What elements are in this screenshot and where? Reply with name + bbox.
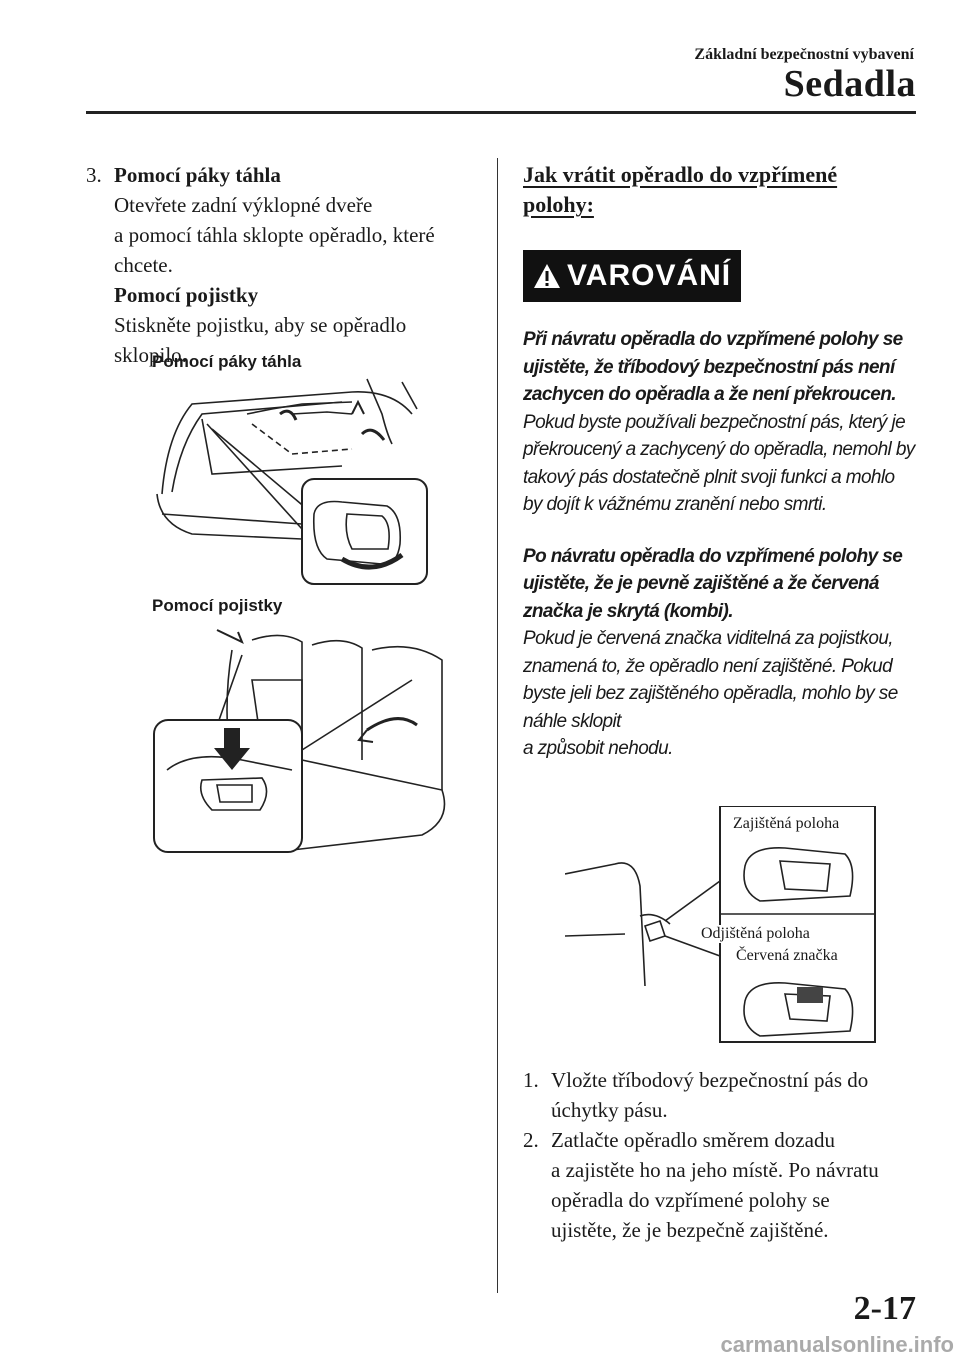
step-text-line: chcete. xyxy=(114,253,173,277)
sub-text-line: Stiskněte pojistku, aby se opěradlo xyxy=(114,313,407,337)
warning-label: VAROVÁNÍ xyxy=(567,259,732,292)
step-title: Pomocí páky táhla xyxy=(114,163,281,187)
warning-badge xyxy=(523,250,741,302)
page-number: 2-17 xyxy=(853,1290,916,1327)
step-line: úchytky pásu. xyxy=(551,1098,668,1122)
footer-watermark: carmanualsonline.info xyxy=(720,1332,954,1357)
step-number: 3. xyxy=(86,163,102,187)
step-line: a zajistěte ho na jeho místě. Po návratu xyxy=(551,1158,879,1182)
step-3 xyxy=(86,160,486,370)
left-column xyxy=(86,160,486,370)
step-line: ujistěte, že je bezpečně zajištěné. xyxy=(551,1218,829,1242)
section-heading-line: Jak vrátit opěradlo do vzpřímené xyxy=(523,162,838,187)
lever-illustration xyxy=(152,374,437,589)
page-title: Sedadla xyxy=(783,63,916,105)
warning-bold-2: Po návratu opěradla do vzpřímené polohy se ujistěte, že je pevně zajištěné a že červená značka je skrytá (kombi). xyxy=(523,545,903,622)
step-number: 2. xyxy=(523,1128,539,1152)
step-line: Vložte tříbodový bezpečnostní pás do xyxy=(551,1068,869,1092)
list-item xyxy=(523,1125,918,1245)
step-text-line: Otevřete zadní výklopné dveře xyxy=(114,193,373,217)
step-line: Zatlačte opěradlo směrem dozadu xyxy=(551,1128,835,1152)
label-red-mark: Červená značka xyxy=(736,947,838,964)
label-locked: Zajištěná poloha xyxy=(733,815,840,832)
label-unlocked: Odjištěná poloha xyxy=(701,925,810,942)
column-divider xyxy=(497,158,498,1293)
step-text-line: a pomocí táhla sklopte opěradlo, které xyxy=(114,223,435,247)
sub-title: Pomocí pojistky xyxy=(114,283,259,307)
warning-text-2-end: a způsobit nehodu. xyxy=(523,738,673,759)
sub-text-line: sklopilo. xyxy=(114,343,187,367)
header-rule xyxy=(86,111,916,114)
warning-text-2: Pokud je červená značka viditelná za pojistkou, znamená to, že opěradlo není zajištěné. Pokud byste jeli bez zajištěného opěradla, mohlo by se náhle sklopit xyxy=(523,628,898,732)
figure-caption-lever: Pomocí páky táhla xyxy=(152,352,302,371)
warning-triangle-icon xyxy=(533,263,561,289)
step-line: opěradla do vzpřímené polohy se xyxy=(551,1188,830,1212)
list-item xyxy=(523,1065,918,1125)
header-section: Základní bezpečnostní vybavení xyxy=(694,46,914,63)
step-number: 1. xyxy=(523,1068,539,1092)
latch-illustration xyxy=(152,620,452,855)
figure-caption-latch: Pomocí pojistky xyxy=(152,596,283,615)
right-column xyxy=(523,160,918,763)
section-heading-line: polohy: xyxy=(523,192,594,217)
section-heading xyxy=(523,160,918,220)
return-steps xyxy=(523,1065,918,1245)
warning-bold-1: Při návratu opěradla do vzpřímené polohy se ujistěte, že tříbodový bezpečnostní pás není zachycen do opěradla a že není překroucen. xyxy=(523,329,903,405)
warning-text-1: Pokud byste používali bezpečnostní pás, který je překroucený a zachycený do opěradla, nemohl by takový pás dostatečně plnit svoji funkci a mohlo by dojít k vážnému zranění nebo smrti. xyxy=(523,411,915,515)
